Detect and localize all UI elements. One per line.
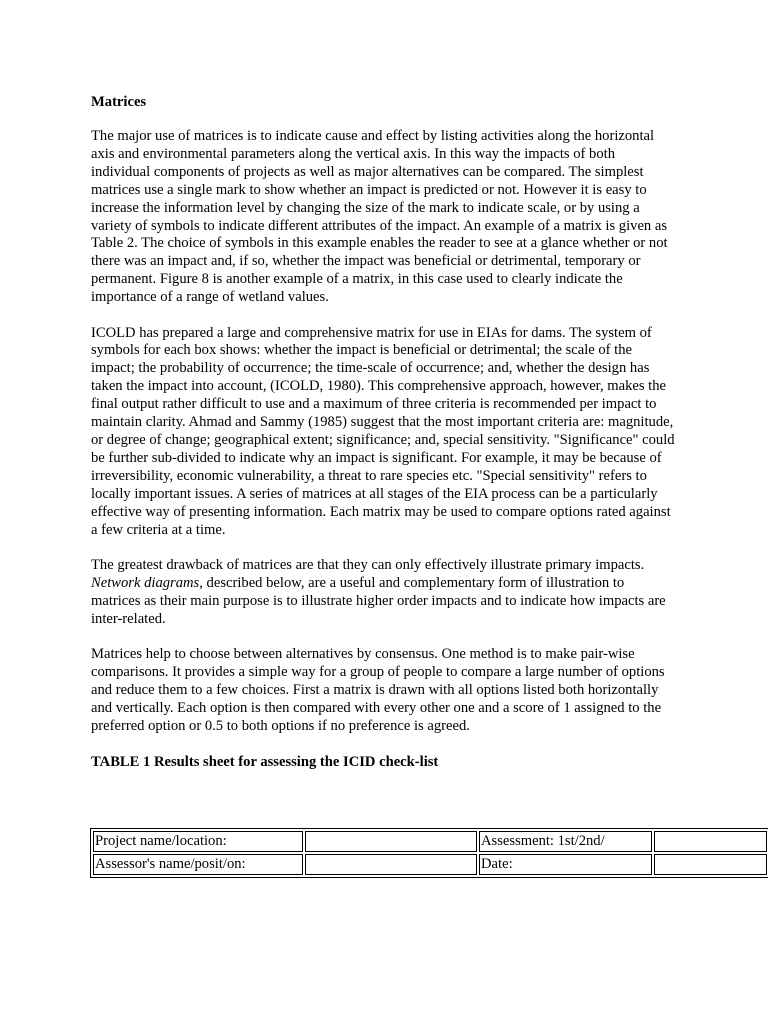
table-caption: TABLE 1 Results sheet for assessing the ICID check-list bbox=[91, 754, 439, 771]
table-cell bbox=[305, 831, 477, 852]
section-heading: Matrices bbox=[91, 94, 147, 110]
paragraph-drawback-start: The greatest drawback of matrices are that they can only effectively illustrate primary impacts. bbox=[91, 556, 645, 573]
paragraph-drawback-end: , described below, are a useful and complementary form of illustration to matrices as their main purpose is to illustrate higher order impacts and to indicate how impacts are inter-related. bbox=[91, 574, 666, 627]
table-cell bbox=[654, 854, 767, 875]
table-row bbox=[93, 831, 767, 852]
table-cell bbox=[305, 854, 477, 875]
table-cell: Assessment: 1st/2nd/ bbox=[479, 831, 652, 852]
table-cell: Project name/location: bbox=[93, 831, 303, 852]
paragraph-pairwise: Matrices help to choose between alternatives by consensus. One method is to make pair-wise comparisons. It provides a simple way for a group of people to compare a large number of options and reduce them to a few choices. First a matrix is drawn with all options listed both horizontally and vertically. Each option is then compared with every other one and a score of 1 assigned to the preferred option or 0.5 to both options if no preference is agreed. bbox=[91, 646, 665, 734]
network-diagrams-term: Network diagrams bbox=[91, 574, 200, 591]
paragraph-icold: ICOLD has prepared a large and comprehensive matrix for use in EIAs for dams. The system of symbols for each box shows: whether the impact is beneficial or detrimental; the scale of the impact; the probability of occurrence; the time-scale of occurrence; and, whether the design has taken the impact into account, (ICOLD, 1980). This comprehensive approach, however, makes the final output rather difficult to use and a maximum of three criteria is recommended per impact to maintain clarity. Ahmad and Sammy (1985) suggest that the most important criteria are: magnitude, or degree of change; geographical extent; significance; and, special sensitivity. "Significance" could be further sub-divided to indicate why an impact is significant. For example, it may be because of irreversibility, economic vulnerability, a threat to rare species etc. "Special sensitivity" refers to locally important issues. A series of matrices at all stages of the EIA process can be a particularly effective way of presenting information. Each matrix may be used to compare options rated against a few criteria at a time. bbox=[91, 324, 675, 538]
table-cell: Assessor's name/posit/on: bbox=[93, 854, 303, 875]
table-row bbox=[93, 854, 767, 875]
table-cell bbox=[654, 831, 767, 852]
paragraph-drawback bbox=[91, 557, 677, 629]
document-body bbox=[91, 93, 677, 771]
results-sheet-table bbox=[90, 828, 768, 878]
table-cell: Date: bbox=[479, 854, 652, 875]
paragraph-matrices-use: The major use of matrices is to indicate cause and effect by listing activities along the horizontal axis and environmental parameters along the vertical axis. In this way the impacts of both individual components of projects as well as major alternatives can be compared. The simplest matrices use a single mark to show whether an impact is predicted or not. However it is easy to increase the information level by changing the size of the mark to indicate scale, or by using a variety of symbols to indicate different attributes of the impact. An example of a matrix is given as Table 2. The choice of symbols in this example enables the reader to see at a glance whether or not there was an impact and, if so, whether the impact was beneficial or detrimental, temporary or permanent. Figure 8 is another example of a matrix, in this case used to clearly indicate the importance of a range of wetland values. bbox=[91, 128, 668, 306]
